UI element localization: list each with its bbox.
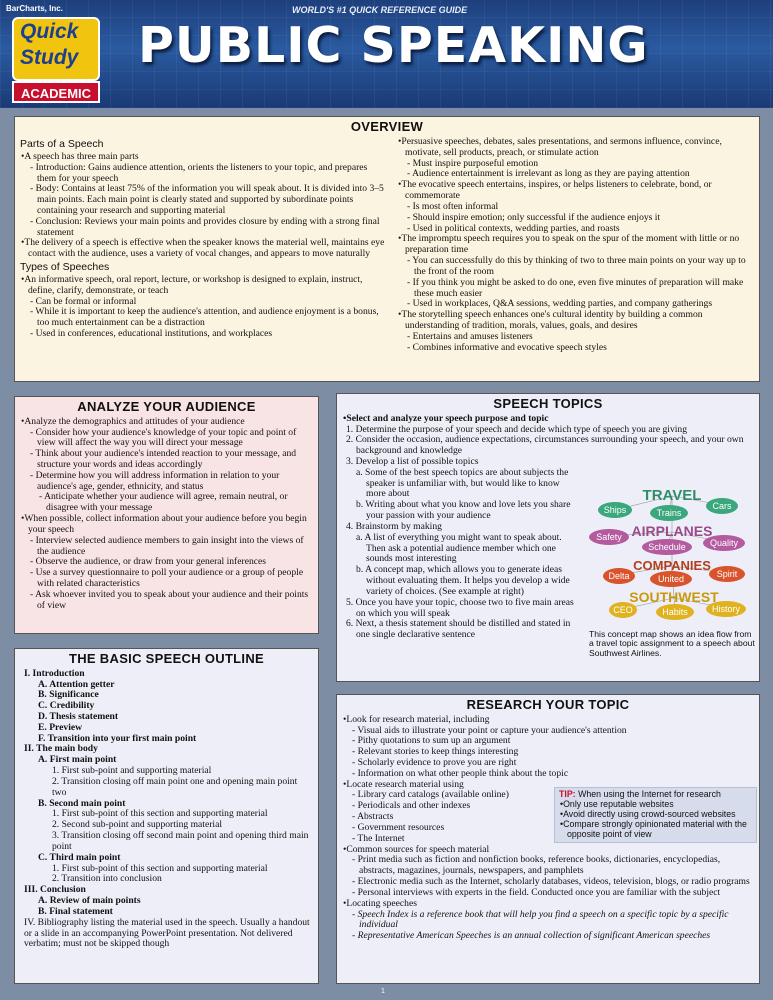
map-word-airplanes: AIRPLANES xyxy=(631,523,713,539)
list-item: B. Significance xyxy=(38,689,99,701)
map-label-spirit: Spirit xyxy=(716,569,738,579)
list-item: - Is most often informal xyxy=(397,202,753,213)
list-item: - Relevant stories to keep things interesting xyxy=(342,747,754,758)
list-item: - Determine how you will address information in relation to your audience's age, gender, ethnicity, and status xyxy=(20,471,313,493)
list-item: 3. Transition closing off second main point and opening third main point xyxy=(52,830,309,852)
map-label-schedule: Schedule xyxy=(648,542,686,552)
page-title: PUBLIC SPEAKING xyxy=(138,17,649,74)
types-heading: Types of Speeches xyxy=(20,261,110,274)
logo-line-1: Quick xyxy=(20,20,79,43)
list-item: 5. Once you have your topic, choose two to five main areas on which you will speak xyxy=(346,596,574,619)
list-item: 1. Determine the purpose of your speech and decide which type of speech you are giving xyxy=(346,423,687,435)
list-item: • When possible, collect information about your audience before you begin your speech xyxy=(20,514,313,536)
list-item: • The evocative speech entertains, inspires, or helps listeners to celebrate, bond, or commemorate xyxy=(397,180,753,202)
list-item: b. Writing about what you know and love lets you share your passion with your audience xyxy=(356,499,571,522)
audience-panel xyxy=(14,396,319,634)
list-item: - Speech Index is a reference book that will help you find a speech on a specific topic by a specific individual xyxy=(342,910,754,932)
map-label-delta: Delta xyxy=(608,571,630,581)
list-item: a. Some of the best speech topics are about subjects the speaker is unfamiliar with, but would like to know more about xyxy=(356,466,569,500)
map-word-southwest: SOUTHWEST xyxy=(629,589,719,605)
list-item: E. Preview xyxy=(38,721,83,733)
outline-panel xyxy=(14,648,319,984)
map-label-habits: Habits xyxy=(662,607,688,617)
list-item: • An informative speech, oral report, lecture, or workshop is designed to explain, instruct, define, clarify, demonstrate, or teach xyxy=(20,275,388,297)
list-item: - Introduction: Gains audience attention, orients the listeners to your topic, and prepares them for your speech xyxy=(20,163,388,185)
list-item: - Used in workplaces, Q&A sessions, wedding parties, and company gatherings xyxy=(397,299,753,310)
list-item: - Used in conferences, educational institutions, and workplaces xyxy=(20,329,388,340)
map-label-safety: Safety xyxy=(596,532,622,542)
list-item: • Analyze the demographics and attitudes of your audience xyxy=(20,417,313,428)
list-item: • Persuasive speeches, debates, sales presentations, and sermons influence, convince, motivate, sell products, preach, or stimulate action xyxy=(397,137,753,159)
list-item: 1. First sub-point of this section and supporting material xyxy=(52,862,268,874)
list-item: - Personal interviews with experts in the field. Conducted once you are familiar with the subject xyxy=(342,888,754,899)
list-item: - Visual aids to illustrate your point or capture your audience's attention xyxy=(342,726,754,737)
list-item: • The impromptu speech requires you to speak on the spur of the moment with little or no preparation time xyxy=(397,234,753,256)
list-item: • Locate research material using xyxy=(342,780,754,791)
list-item: - Library card catalogs (available online) xyxy=(342,790,754,801)
list-item: A. First main point xyxy=(38,754,117,766)
list-item: 3. Develop a list of possible topics xyxy=(346,456,479,467)
list-item: - Ask whoever invited you to speak about your audience and their points of view xyxy=(20,590,313,612)
audience-heading: ANALYZE YOUR AUDIENCE xyxy=(77,399,256,414)
list-item: - Anticipate whether your audience will agree, remain neutral, or disagree with your message xyxy=(20,492,313,514)
list-item: B. Final statement xyxy=(38,905,113,917)
list-item: A. Review of main points xyxy=(38,895,141,907)
list-item: II. The main body xyxy=(24,743,98,755)
list-item: - Periodicals and other indexes xyxy=(342,801,754,812)
logo-line-2: Study xyxy=(20,46,79,69)
list-item: - Representative American Speeches is an annual collection of significant American speeches xyxy=(342,931,754,942)
map-label-cars: Cars xyxy=(712,501,732,511)
list-item: III. Conclusion xyxy=(24,884,86,896)
map-label-ceo: CEO xyxy=(613,605,633,615)
tip-item: • Avoid directly using crowd-sourced websites xyxy=(559,810,752,820)
list-item: - Consider how your audience's knowledge of your topic and point of view will affect the way you will direct your message xyxy=(20,428,313,450)
list-item: • Select and analyze your speech purpose and topic xyxy=(342,414,754,425)
logo-badge: ACADEMIC xyxy=(12,81,100,103)
list-item: • Locating speeches xyxy=(342,899,754,910)
list-item: I. Introduction xyxy=(24,667,85,679)
list-item: - Should inspire emotion; only successful if the audience enjoys it xyxy=(397,213,753,224)
list-item: C. Credibility xyxy=(38,700,95,712)
list-item: - Must inspire purposeful emotion xyxy=(397,159,753,170)
map-word-travel: TRAVEL xyxy=(642,487,702,504)
list-item: - Used in political contexts, wedding parties, and roasts xyxy=(397,224,753,235)
list-item: 2. Transition closing off main point one and opening main point two xyxy=(52,775,298,798)
list-item: - Can be formal or informal xyxy=(20,297,388,308)
list-item: • The storytelling speech enhances one's cultural identity by building a common understanding of tradition, morals, values, goals, and desires xyxy=(397,310,753,332)
list-item: - You can successfully do this by thinking of two to three main points on your way up to the front of the room xyxy=(397,256,753,278)
list-item: a. A list of everything you might want to speak about. Then ask a potential audience member which one sounds most interesting xyxy=(356,531,562,565)
list-item: - The Internet xyxy=(342,834,754,845)
topics-heading: SPEECH TOPICS xyxy=(493,396,603,411)
map-label-ships: Ships xyxy=(603,505,627,515)
concept-map-caption: This concept map shows an idea flow from a travel topic assignment to a speech about Southwest Airlines. xyxy=(589,629,755,658)
list-item: IV. Bibliography listing the material used in the speech. Usually a handout or a slide in an accompanying PowerPoint presentation. Not delivered verbatim; must not be skipped though xyxy=(24,916,310,950)
tip-box xyxy=(554,787,757,843)
list-item: - Entertains and amuses listeners xyxy=(397,332,753,343)
list-item: 1. First sub-point and supporting material xyxy=(52,765,212,777)
list-item: • A speech has three main parts xyxy=(20,152,388,163)
concept-map xyxy=(587,486,759,626)
overview-heading: OVERVIEW xyxy=(350,119,424,134)
list-item: B. Second main point xyxy=(38,797,126,809)
list-item: - Electronic media such as the Internet, scholarly databases, videos, television, blogs, or radio programs xyxy=(342,877,754,888)
list-item: - Print media such as fiction and nonfiction books, reference books, dictionaries, encyclopedias, abstracts, magazines, journals, newspapers, and pamphlets xyxy=(342,855,754,877)
publisher-name: BarCharts, Inc. xyxy=(6,4,63,13)
overview-left-column xyxy=(20,137,388,340)
research-heading: RESEARCH YOUR TOPIC xyxy=(466,697,630,712)
list-item: A. Attention getter xyxy=(38,678,115,690)
list-item: D. Thesis statement xyxy=(38,711,119,722)
list-item: - Body: Contains at least 75% of the information you will speak about. It is divided into 3–5 main points. Each main point is clearly stated and supported by subordinate points containing your research and supporting material xyxy=(20,184,388,216)
list-item: - Information on what other people think about the topic xyxy=(342,769,754,780)
list-item: - Conclusion: Reviews your main points and provides closure by ending with a strong final statement xyxy=(20,217,388,239)
tagline: WORLD'S #1 QUICK REFERENCE GUIDE xyxy=(292,5,468,15)
outline-heading: THE BASIC SPEECH OUTLINE xyxy=(69,651,264,666)
overview-panel xyxy=(14,116,760,382)
map-word-companies: COMPANIES xyxy=(633,558,711,573)
list-item: • Look for research material, including xyxy=(342,715,754,726)
list-item: • The delivery of a speech is effective when the speaker knows the material well, maintains eye contact with the audience, uses a variety of vocal changes, and appears to move naturally xyxy=(20,238,388,260)
list-item: - Government resources xyxy=(342,823,754,834)
research-panel xyxy=(336,694,760,984)
page-number: 1 xyxy=(381,988,385,995)
list-item: - Use a survey questionnaire to poll your audience or a group of people with related characteristics xyxy=(20,568,313,590)
map-label-trains: Trains xyxy=(656,508,682,518)
list-item: 6. Next, a thesis statement should be distilled and stated in one single declarative sentence xyxy=(346,618,571,641)
list-item: b. A concept map, which allows you to generate ideas without evaluating them. It helps you develop a wide variety of choices. (See example at right) xyxy=(356,564,570,597)
list-item: 2. Transition into conclusion xyxy=(52,873,162,885)
list-item: C. Third main point xyxy=(38,851,121,863)
header-banner xyxy=(0,0,773,108)
list-item: 2. Consider the occasion, audience expectations, circumstances surrounding your speech, and your own background and knowledge xyxy=(346,434,744,457)
list-item: - Pithy quotations to sum up an argument xyxy=(342,736,754,747)
tip-title: When using the Internet for research xyxy=(578,789,721,799)
tip-item: • Compare strongly opinionated material with the opposite point of view xyxy=(559,820,752,840)
tip-label: TIP: xyxy=(559,789,576,799)
list-item: - If you think you might be asked to do one, even five minutes of preparation will make these much easier xyxy=(397,278,753,300)
overview-right-column xyxy=(397,137,753,354)
list-item: - Combines informative and evocative speech styles xyxy=(397,343,753,354)
list-item: 4. Brainstorm by making xyxy=(346,520,442,532)
list-item: - Interview selected audience members to gain insight into the views of the audience xyxy=(20,536,313,558)
topics-panel xyxy=(336,393,760,682)
list-item: - Scholarly evidence to prove you are right xyxy=(342,758,754,769)
map-label-quality: Quality xyxy=(709,538,739,548)
parts-heading: Parts of a Speech xyxy=(20,138,104,150)
list-item: - Audience entertainment is irrelevant as long as they are paying attention xyxy=(397,169,753,180)
list-item: F. Transition into your first main point xyxy=(38,732,197,744)
map-label-united: United xyxy=(657,574,685,584)
concept-map-graphic xyxy=(587,486,759,626)
list-item: 2. Second sub-point and supporting material xyxy=(52,819,222,831)
list-item: - Think about your audience's intended reaction to your message, and structure your words and ideas accordingly xyxy=(20,449,313,471)
list-item: - Observe the audience, or draw from your general inferences xyxy=(20,557,313,568)
tip-item: • Only use reputable websites xyxy=(559,800,752,810)
map-label-history: History xyxy=(711,604,741,614)
list-item: - While it is important to keep the audience's attention, and audience enjoyment is a bonus, too much entertainment can be a distraction xyxy=(20,307,388,329)
list-item: - Abstracts xyxy=(342,812,754,823)
list-item: • Common sources for speech material xyxy=(342,845,754,856)
list-item: 1. First sub-point of this section and supporting material xyxy=(52,808,268,820)
quickstudy-logo xyxy=(12,17,100,103)
